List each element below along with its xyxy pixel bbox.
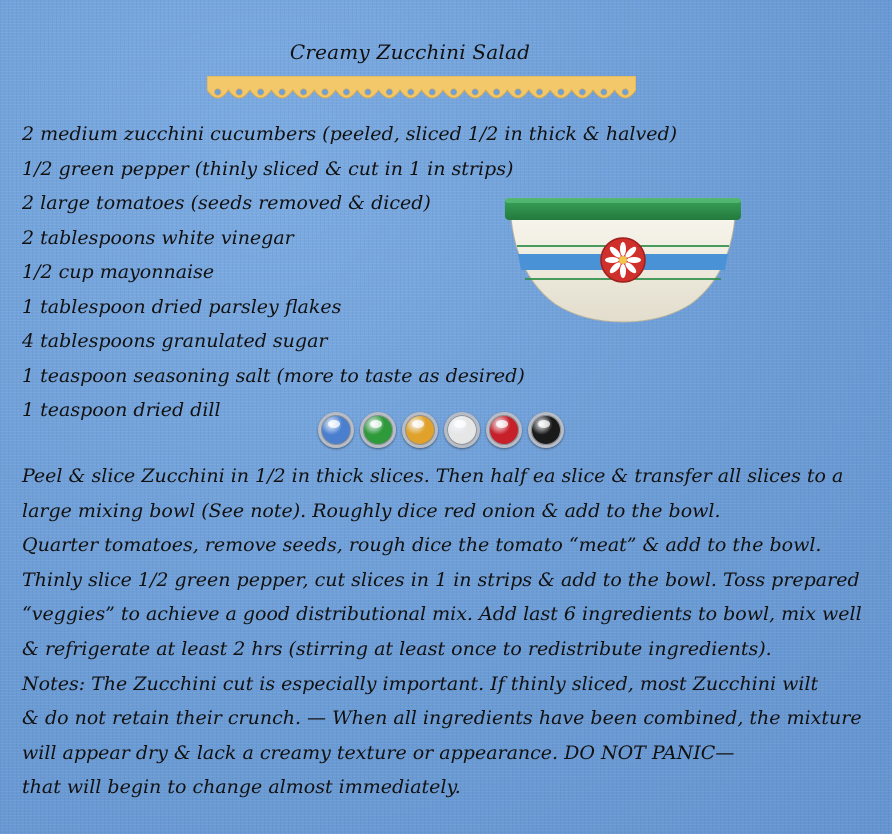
black-bead-icon: [528, 412, 564, 448]
ingredient-item: 1 tablespoon dried parsley flakes: [22, 295, 342, 318]
direction-line: & refrigerate at least 2 hrs (stirring at least once to redistribute ingredients).: [22, 637, 772, 660]
ingredient-item: 4 tablespoons granulated sugar: [22, 330, 328, 352]
ingredient-item: 2 medium zucchini cucumbers (peeled, sliced 1/2 in thick & halved): [22, 123, 678, 145]
scalloped-ribbon-icon: [207, 76, 636, 102]
mixing-bowl-icon: [503, 196, 743, 324]
red-bead-icon: [486, 412, 522, 448]
ingredient-item: 2 large tomatoes (seeds removed & diced): [22, 192, 431, 214]
direction-line: Peel & slice Zucchini in 1/2 in thick slices. Then half ea slice & transfer all slices to a: [22, 465, 844, 487]
ingredient-item: 1 teaspoon dried dill: [22, 399, 221, 421]
ingredient-item: 1/2 green pepper (thinly sliced & cut in 1 in strips): [22, 157, 514, 180]
direction-line: Notes: The Zucchini cut is especially important. If thinly sliced, most Zucchini wilt: [22, 672, 819, 695]
direction-line: & do not retain their crunch. — When all ingredients have been combined, the mixture: [22, 707, 862, 730]
bead-row: [318, 412, 564, 448]
direction-line: that will begin to change almost immediately.: [22, 776, 461, 799]
direction-line: Thinly slice 1/2 green pepper, cut slices in 1 in strips & add to the bowl. Toss prepared: [22, 568, 860, 591]
green-bead-icon: [360, 412, 396, 448]
recipe-title: Creamy Zucchini Salad: [289, 40, 531, 64]
white-bead-icon: [444, 412, 480, 448]
direction-line: Quarter tomatoes, remove seeds, rough dice the tomato “meat” & add to the bowl.: [22, 534, 822, 557]
direction-line: large mixing bowl (See note). Roughly dice red onion & add to the bowl.: [22, 499, 721, 522]
gold-bead-icon: [402, 412, 438, 448]
ingredient-item: 1/2 cup mayonnaise: [22, 261, 215, 283]
direction-line: will appear dry & lack a creamy texture or appearance. DO NOT PANIC—: [22, 741, 735, 764]
directions-text: [22, 459, 872, 805]
ingredient-item: 2 tablespoons white vinegar: [22, 226, 294, 249]
direction-line: “veggies” to achieve a good distributional mix. Add last 6 ingredients to bowl, mix well: [22, 603, 862, 626]
blue-bead-icon: [318, 412, 354, 448]
ingredient-item: 1 teaspoon seasoning salt (more to taste as desired): [22, 364, 525, 387]
